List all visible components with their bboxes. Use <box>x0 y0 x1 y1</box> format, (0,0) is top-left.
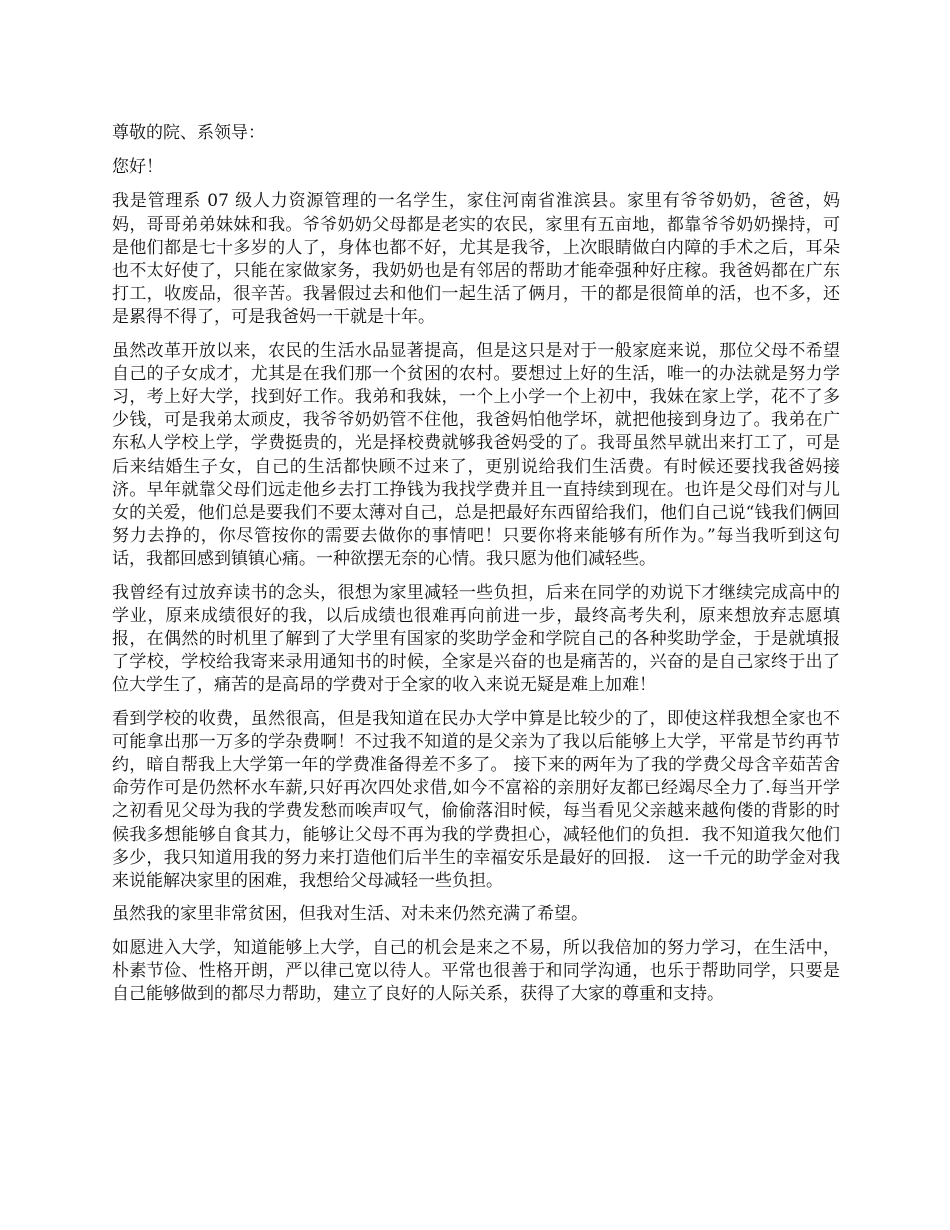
letter-paragraph-university: 如愿进入大学，知道能够上大学，自己的机会是来之不易，所以我倍加的努力学习，在生活中，朴素节俭、性格开朗，严以律己宽以待人。平常也很善于和同学沟通，也乐于帮助同学，只要是自己能够做到的都尽力帮助，建立了良好的人际关系，获得了大家的尊重和支持。 <box>112 937 840 1004</box>
letter-body <box>112 122 840 1016</box>
letter-paragraph-family: 我是管理系 07 级人力资源管理的一名学生，家住河南省淮滨县。家里有爷爷奶奶，爸爸，妈妈，哥哥弟弟妹妹和我。爷爷奶奶父母都是老实的农民，家里有五亩地，都靠爷爷奶奶操持，可是他们都是七十多岁的人了，身体也都不好，尤其是我爷，上次眼睛做白内障的手术之后，耳朵也不太好使了，只能在家做家务，我奶奶也是有邻居的帮助才能牵强种好庄稼。我爸妈都在广东打工，收废品，很辛苦。我暑假过去和他们一起生活了俩月，干的都是很简单的活，也不多，还是累得不得了，可是我爸妈一干就是十年。 <box>112 191 840 328</box>
letter-paragraph-hardship: 虽然改革开放以来，农民的生活水品显著提高，但是这只是对于一般家庭来说，那位父母不希望自己的子女成才，尤其是在我们那一个贫困的农村。要想过上好的生活，唯一的办法就是努力学习，考上好大学，找到好工作。我弟和我妹，一个上小学一个上初中，我妹在家上学，花不了多少钱，可是我弟太顽皮，我爷爷奶奶管不住他，我爸妈怕他学坏，就把他接到身边了。我弟在广东私人学校上学，学费挺贵的，光是择校费就够我爸妈受的了。我哥虽然早就出来打工了，可是后来结婚生子女，自己的生活都快顾不过来了，更别说给我们生活费。有时候还要找我爸妈接济。早年就靠父母们远走他乡去打工挣钱为我找学费并且一直持续到现在。也许是父母们对与儿女的关爱，他们总是要我们不要太薄对自己，总是把最好东西留给我们，他们自己说“钱我们俩回努力去挣的，你尽管按你的需要去做你的事情吧！只要你将来能够有所作为。”每当我听到这句话，我都回感到镇镇心痛。一种欲摆无奈的心情。我只愿为他们减轻些。 <box>112 340 840 570</box>
letter-greeting: 您好！ <box>112 157 163 178</box>
letter-paragraph-tuition: 看到学校的收费，虽然很高，但是我知道在民办大学中算是比较少的了，即使这样我想全家也不可能拿出那一万多的学杂费啊！不过我不知道的是父亲为了我以后能够上大学，平常是节约再节约，暗自帮我上大学第一年的学费准备得差不多了。 接下来的两年为了我的学费父母含辛茹苦舍命劳作可是仍然杯水车薪,只好再次四处求借,如今不富裕的亲朋好友都已经竭尽全力了.每当开学之初看见父母为我的学费发愁而唉声叹气，偷偷落泪时候，每当看见父亲越来越佝偻的背影的时候我多想能够自食其力，能够让父母不再为我的学费担心，减轻他们的负担．我不知道我欠他们多少，我只知道用我的努力来打造他们后半生的幸福安乐是最好的回报． 这一千元的助学金对我来说能解决家里的困难，我想给父母减轻一些负担。 <box>112 708 840 892</box>
letter-paragraph-education: 我曾经有过放弃读书的念头，很想为家里减轻一些负担，后来在同学的劝说下才继续完成高中的学业，原来成绩很好的我，以后成绩也很难再向前进一步，最终高考失利，原来想放弃志愿填报，在偶然的时机里了解到了大学里有国家的奖助学金和学院自己的各种奖助学金，于是就填报了学校，学校给我寄来录用通知书的时候，全家是兴奋的也是痛苦的，兴奋的是自己家终于出了位大学生了，痛苦的是高昂的学费对于全家的收入来说无疑是难上加难！ <box>112 582 840 696</box>
letter-salutation: 尊敬的院、系领导： <box>112 123 265 143</box>
letter-paragraph-hope: 虽然我的家里非常贫困，但我对生活、对未来仍然充满了希望。 <box>112 904 588 925</box>
